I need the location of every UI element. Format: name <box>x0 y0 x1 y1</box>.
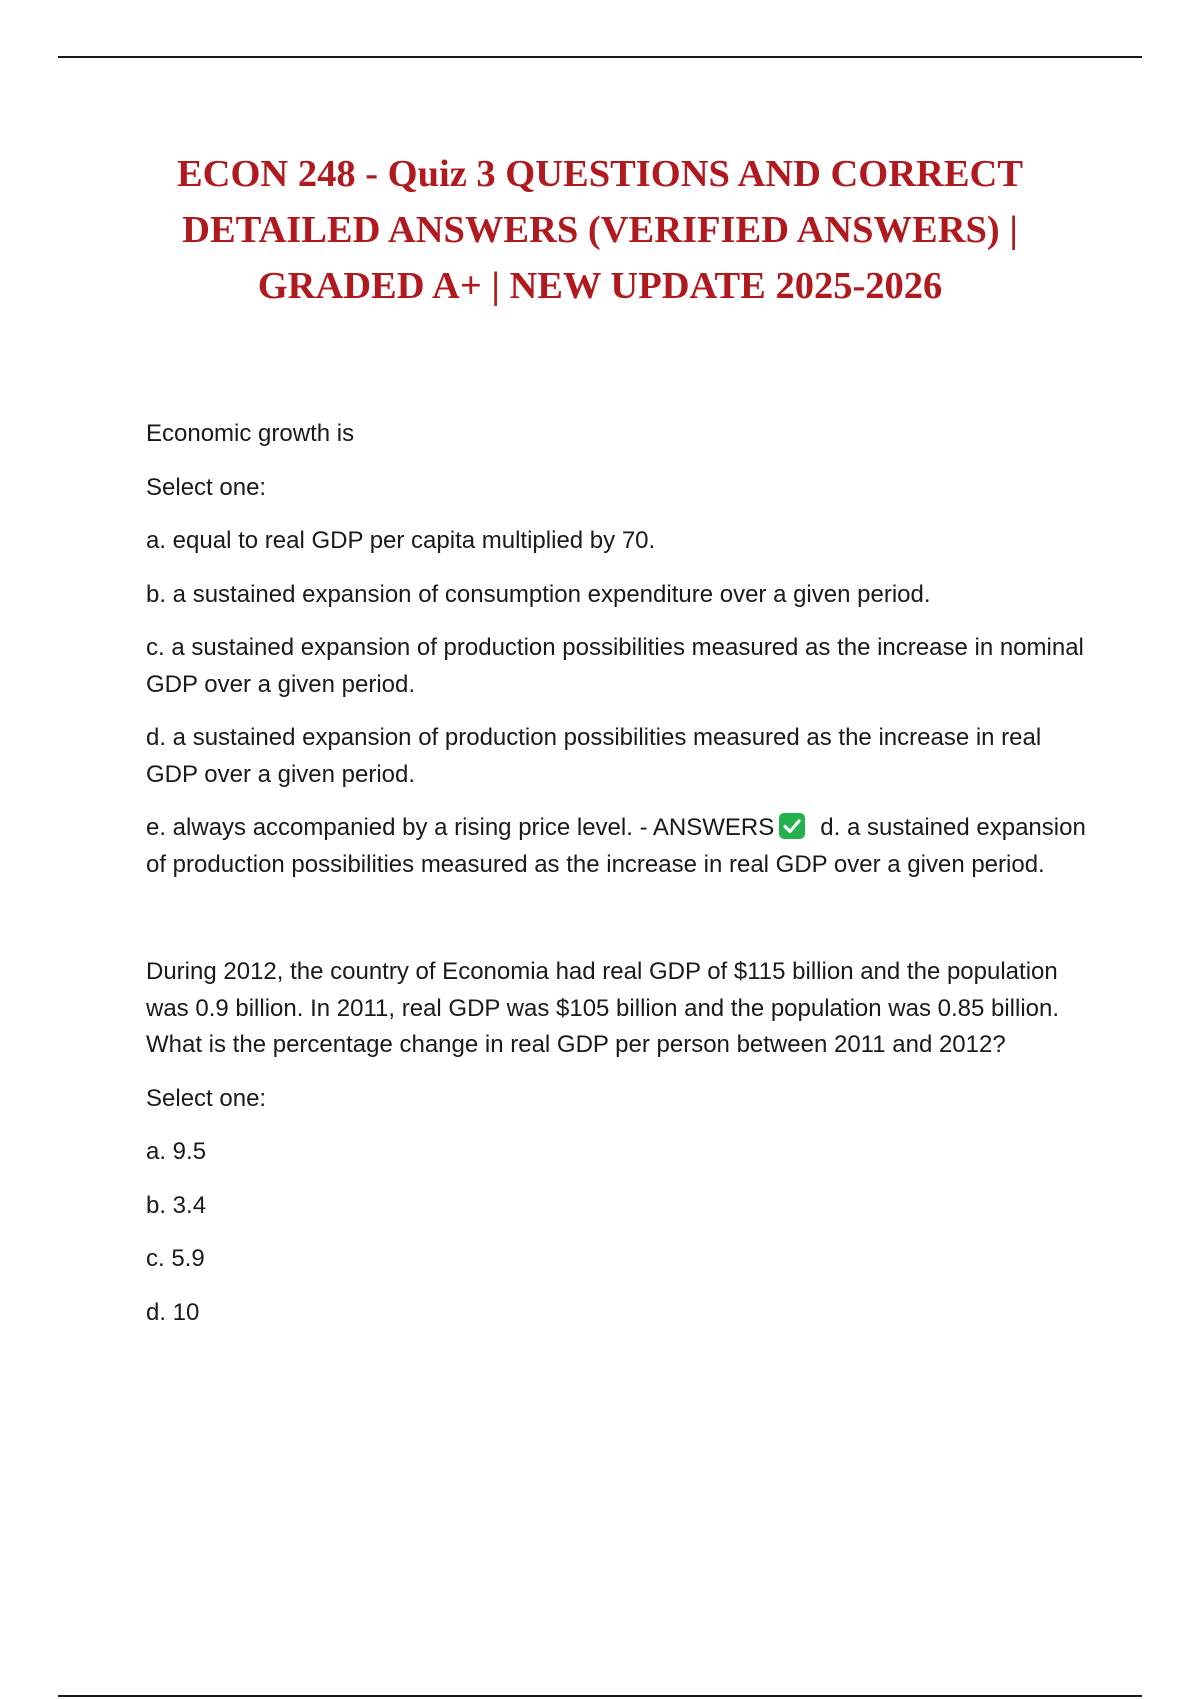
option-b: b. a sustained expansion of consumption expenditure over a given period. <box>146 580 931 608</box>
question-block <box>146 954 1086 1331</box>
document-body <box>146 416 1086 1348</box>
question-stem: Economic growth is <box>146 420 355 447</box>
option-e-with-answer <box>146 810 1086 883</box>
option-c: c. 5.9 <box>146 1245 205 1272</box>
option-d: d. a sustained expansion of production possibilities measured as the increase in real GDP over a given period. <box>146 724 1042 788</box>
check-mark-icon <box>778 812 806 840</box>
option-b: b. 3.4 <box>146 1191 207 1219</box>
question-spacer <box>146 900 1086 954</box>
bottom-divider <box>58 1695 1142 1697</box>
answer-text: d. a sustained expansion of production possibilities measured as the increase in real GDP over a given period. <box>146 814 1086 878</box>
option-a: a. 9.5 <box>146 1138 207 1165</box>
question-block <box>146 416 1086 883</box>
top-divider <box>58 56 1142 58</box>
select-prompt: Select one: <box>146 1084 267 1112</box>
option-e: e. always accompanied by a rising price level. - ANSWERS <box>146 814 775 841</box>
select-prompt: Select one: <box>146 473 267 501</box>
option-d: d. 10 <box>146 1298 200 1326</box>
document-title: ECON 248 - Quiz 3 QUESTIONS AND CORRECT DETAILED ANSWERS (VERIFIED ANSWERS) | GRADED A+ | NEW UPDATE 2025-2026 <box>176 153 1024 307</box>
question-stem: During 2012, the country of Economia had real GDP of $115 billion and the population was 0.9 billion. In 2011, real GDP was $105 billion and the population was 0.85 billion. What is the percentage change in real GDP per person between 2011 and 2012? <box>146 958 1060 1058</box>
option-c: c. a sustained expansion of production possibilities measured as the increase in nominal GDP over a given period. <box>146 634 1084 698</box>
option-a: a. equal to real GDP per capita multiplied by 70. <box>146 527 656 554</box>
